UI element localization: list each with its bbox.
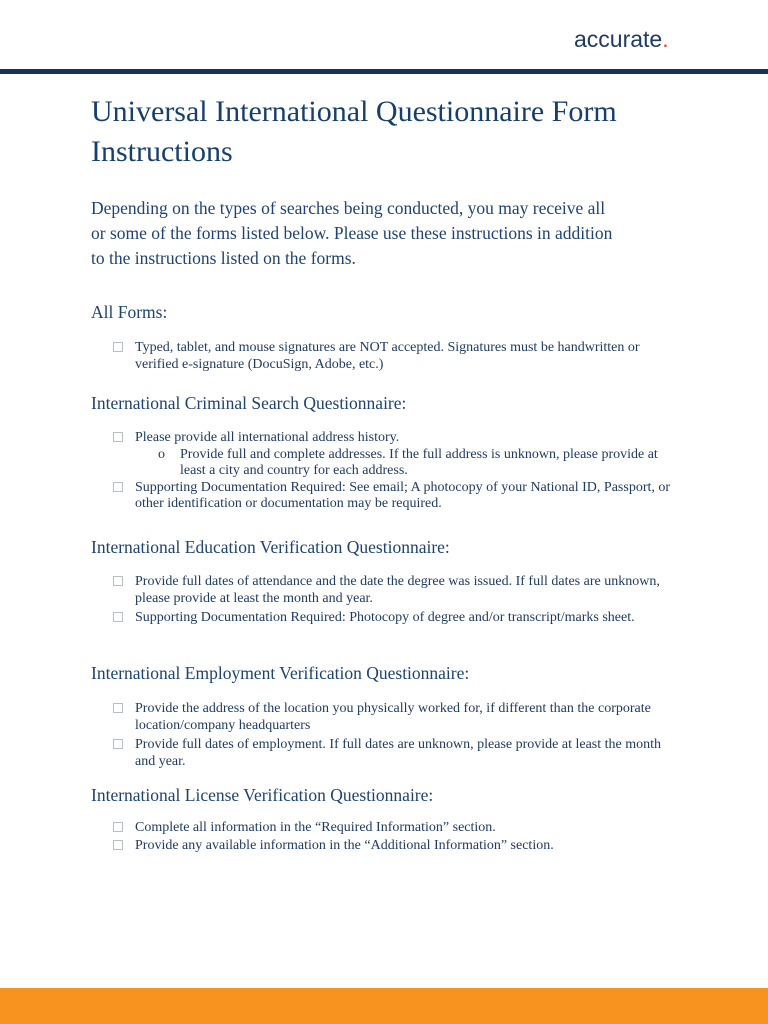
footer-bar (0, 988, 768, 1024)
checkbox-bullet-icon (113, 342, 123, 352)
list-item-text: Typed, tablet, and mouse signatures are NOT accepted. Signatures must be handwritten or verified e-signature (DocuSign, Adobe, etc.) (135, 340, 640, 372)
criminal-list (113, 430, 683, 513)
sub-list-item-text: Provide full and complete addresses. If the full address is unknown, please provide at least a city and country for each address. (180, 446, 658, 478)
sub-bullet-marker: o (158, 446, 165, 462)
logo-text: accurate (574, 26, 663, 52)
section-heading-criminal: International Criminal Search Questionnaire: (91, 393, 407, 413)
header-divider (0, 69, 768, 74)
list-item-text: Provide full dates of attendance and the date the degree was issued. If full dates are unknown, please provide at least the month and year. (135, 574, 660, 606)
license-list (113, 820, 683, 854)
employment-list (113, 701, 683, 770)
logo-dot: . (662, 26, 669, 52)
list-item (113, 820, 683, 837)
checkbox-bullet-icon (113, 612, 123, 622)
list-item-text: Please provide all international address history. (135, 430, 400, 445)
list-item-text: Complete all information in the “Required Information” section. (135, 820, 496, 835)
education-list (113, 574, 683, 627)
section-heading-employment: International Employment Verification Questionnaire: (91, 663, 470, 683)
checkbox-bullet-icon (113, 739, 123, 749)
sub-list-item (113, 447, 683, 480)
page-title: Universal International Questionnaire Form Instructions (91, 95, 617, 168)
list-item-text: Provide the address of the location you physically worked for, if different than the corporate location/company headquarters (135, 701, 651, 733)
checkbox-bullet-icon (113, 482, 123, 492)
list-item (113, 480, 683, 513)
checkbox-bullet-icon (113, 432, 123, 442)
list-item (113, 430, 683, 447)
list-item-text: Supporting Documentation Required: Photocopy of degree and/or transcript/marks sheet. (135, 610, 635, 625)
all-forms-list (113, 340, 683, 373)
list-item-text: Provide full dates of employment. If full dates are unknown, please provide at least the month and year. (135, 737, 662, 769)
list-item (113, 574, 683, 607)
checkbox-bullet-icon (113, 576, 123, 586)
checkbox-bullet-icon (113, 822, 123, 832)
list-item-text: Provide any available information in the “Additional Information” section. (135, 837, 554, 853)
list-item (113, 737, 683, 770)
checkbox-bullet-icon (113, 840, 123, 850)
list-item-text: Supporting Documentation Required: See email; A photocopy of your National ID, Passport, or other identification or documentation may be required. (135, 479, 671, 511)
intro-paragraph: Depending on the types of searches being conducted, you may receive all or some of the forms listed below. Please use these instructions in addition to the instructions listed on the forms. (91, 198, 613, 268)
section-heading-education: International Education Verification Questionnaire: (91, 537, 450, 557)
section-heading-all-forms: All Forms: (91, 302, 168, 322)
list-item (113, 701, 683, 734)
accurate-logo (574, 26, 669, 53)
list-item (113, 610, 683, 627)
list-item (113, 340, 683, 373)
checkbox-bullet-icon (113, 703, 123, 713)
section-heading-license: International License Verification Questionnaire: (91, 785, 434, 805)
list-item (113, 838, 683, 855)
